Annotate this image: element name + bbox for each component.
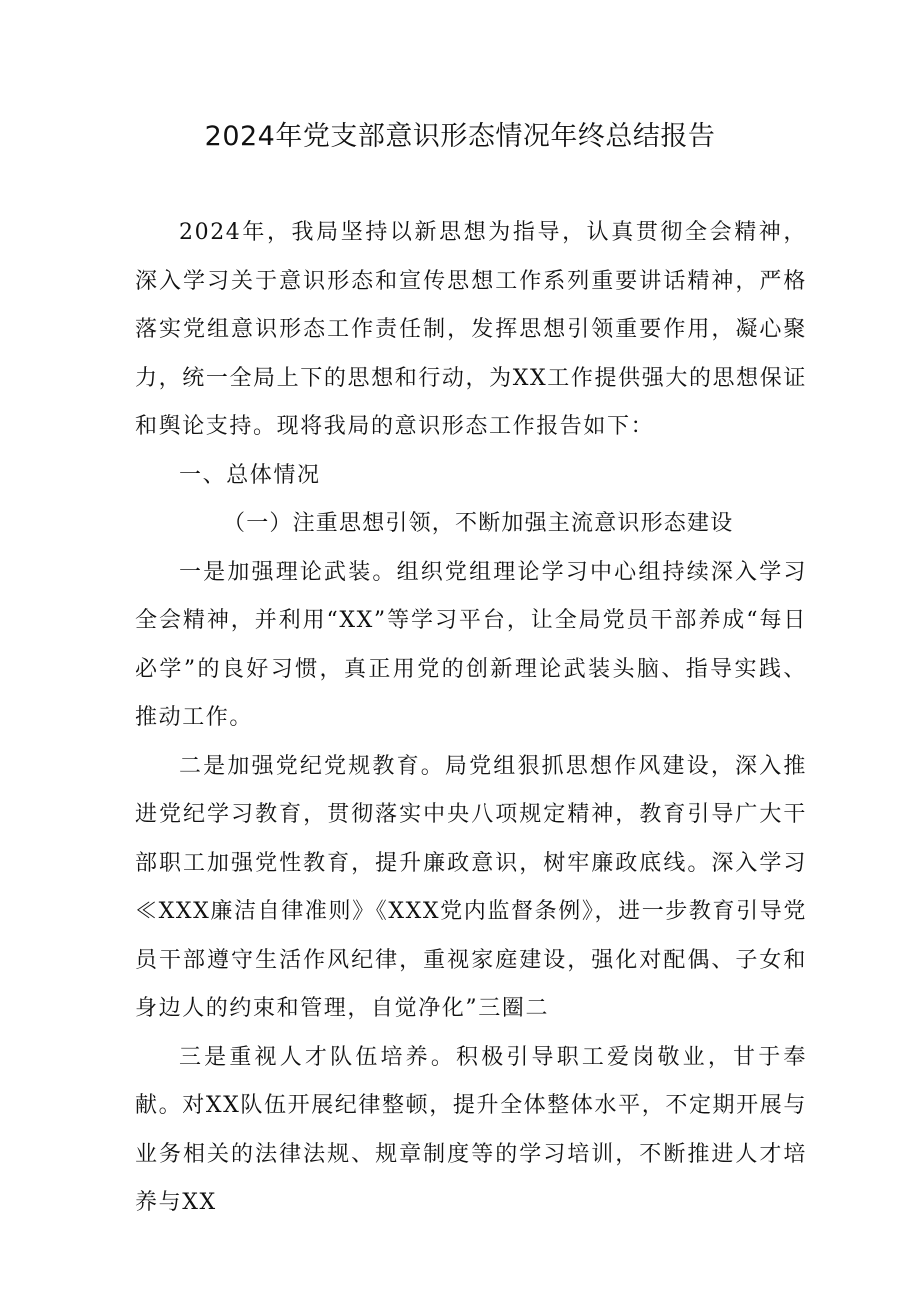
paragraph-point-3: 三是重视人才队伍培养。积极引导职工爱岗敬业，甘于奉献。对XX队伍开展纪律整顿，提升全体整体水平，不定期开展与业务相关的法律法规、规章制度等的学习培训，不断推进人才培养与XX	[135, 1044, 807, 1215]
document-title: 2024年党支部意识形态情况年终总结报告	[204, 121, 716, 152]
section-heading: 一、总体情况	[179, 462, 321, 488]
subsection-heading: （一）注重思想引领，不断加强主流意识形态建设	[223, 511, 734, 536]
document-body	[135, 209, 807, 1228]
paragraph-point-1: 一是加强理论武装。组织党组理论学习中心组持续深入学习全会精神，并利用“XX”等学习平台，让全局党员干部养成“每日必学”的良好习惯，真正用党的创新理论武装头脑、指导实践、推动工作。	[135, 559, 807, 730]
intro-paragraph: 2024年，我局坚持以新思想为指导，认真贯彻全会精神，深入学习关于意识形态和宣传思想工作系列重要讲话精神，严格落实党组意识形态工作责任制，发挥思想引领重要作用，凝心聚力，统一全局上下的思想和行动，为XX工作提供强大的思想保证和舆论支持。现将我局的意识形态工作报告如下：	[135, 220, 807, 439]
paragraph-point-2: 二是加强党纪党规教育。局党组狠抓思想作风建设，深入推进党纪学习教育，贯彻落实中央八项规定精神，教育引导广大干部职工加强党性教育，提升廉政意识，树牢廉政底线。深入学习≪XXX廉洁自律准则》《XXX党内监督条例》，进一步教育引导党员干部遵守生活作风纪律，重视家庭建设，强化对配偶、子女和身边人的约束和管理，自觉净化”三圈二	[135, 753, 807, 1021]
